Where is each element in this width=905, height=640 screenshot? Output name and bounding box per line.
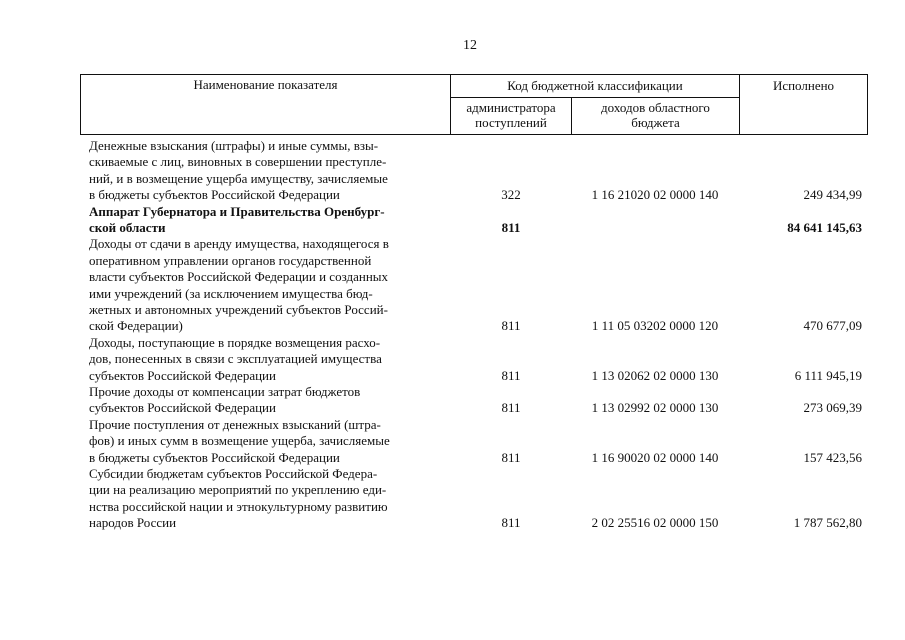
row-revenue-code: 1 13 02062 02 0000 130 <box>591 367 719 383</box>
row-admin-code: 811 <box>501 515 521 531</box>
header-right-edge <box>867 74 868 135</box>
row-name-line: фов) и иных сумм в возмещение ущерба, зачисляемые <box>89 433 390 449</box>
row-name-line: ими учреждений (за исключением имущества бюд- <box>89 285 373 301</box>
row-name-line: оперативном управлении органов государственной <box>89 252 372 268</box>
row-name-line: Доходы, поступающие в порядке возмещения расхо- <box>89 334 381 350</box>
row-revenue-code: 1 13 02992 02 0000 130 <box>591 400 719 416</box>
header-revenue <box>572 100 739 130</box>
row-name-line: ний, и в возмещение ущерба имуществу, зачисляемые <box>89 170 388 186</box>
row-name <box>89 236 442 334</box>
header-code-group: Код бюджетной классификации <box>507 78 683 93</box>
row-name-line: скиваемые с лиц, виновных в совершении преступле- <box>89 154 387 170</box>
row-name <box>89 335 442 384</box>
header-top-rule <box>80 74 868 75</box>
row-name-line: в бюджеты субъектов Российской Федерации <box>89 187 340 203</box>
row-name <box>89 466 442 532</box>
row-amount: 1 787 562,80 <box>793 515 862 531</box>
row-name-line: Аппарат Губернатора и Правительства Оренбург- <box>89 203 385 219</box>
row-name-line: ской области <box>89 220 166 235</box>
row-name-line: в бюджеты субъектов Российской Федерации <box>89 449 340 465</box>
row-name-line: дов, понесенных в связи с эксплуатацией имущества <box>89 351 382 367</box>
header-revenue-line: бюджета <box>631 115 680 130</box>
row-name <box>89 138 442 204</box>
header-name: Наименование показателя <box>193 77 338 92</box>
header-sub-rule <box>450 97 739 98</box>
row-amount: 6 111 945,19 <box>794 367 862 383</box>
row-name-line: нства российской нации и этнокультурному развитию <box>89 498 388 514</box>
row-name-line: ции на реализацию мероприятий по укреплению еди- <box>89 482 387 498</box>
header-executed: Исполнено <box>772 78 835 93</box>
header-bottom-rule <box>80 134 868 135</box>
row-name <box>89 384 442 417</box>
row-name <box>89 204 442 237</box>
row-name-line: жетных и автономных учреждений субъектов Россий- <box>89 302 388 318</box>
row-name-line: Прочие поступления от денежных взысканий (штра- <box>89 416 381 432</box>
page-number: 12 <box>463 38 477 53</box>
row-amount: 84 641 145,63 <box>787 219 862 235</box>
row-amount: 157 423,56 <box>803 449 862 465</box>
row-name-line: Прочие доходы от компенсации затрат бюджетов <box>89 384 361 399</box>
row-admin-code: 811 <box>501 367 521 383</box>
row-revenue-code: 2 02 25516 02 0000 150 <box>591 515 719 531</box>
row-admin-code: 811 <box>501 400 521 416</box>
header-admin <box>451 100 571 130</box>
row-revenue-code: 1 16 21020 02 0000 140 <box>591 187 719 203</box>
header-revenue-line: доходов областного <box>601 100 710 115</box>
row-admin-code: 811 <box>501 318 521 334</box>
row-revenue-code: 1 16 90020 02 0000 140 <box>591 449 719 465</box>
row-admin-code: 811 <box>501 449 521 465</box>
row-name-line: ской Федерации) <box>89 318 183 334</box>
row-name-line: Субсидии бюджетам субъектов Российской Федера- <box>89 466 378 481</box>
row-admin-code: 811 <box>501 219 521 235</box>
row-revenue-code: 1 11 05 03202 0000 120 <box>591 318 719 334</box>
row-name-line: Доходы от сдачи в аренду имущества, находящегося в <box>89 236 389 252</box>
row-name <box>89 417 442 466</box>
row-name-line: власти субъектов Российской Федерации и созданных <box>89 269 389 285</box>
row-name-line: народов России <box>89 515 177 531</box>
row-amount: 249 434,99 <box>803 187 862 203</box>
row-amount: 273 069,39 <box>803 400 862 416</box>
row-name-line: субъектов Российской Федерации <box>89 400 276 416</box>
row-name-line: субъектов Российской Федерации <box>89 367 276 383</box>
header-admin-line: администратора <box>466 100 556 115</box>
header-admin-line: поступлений <box>475 115 547 130</box>
row-admin-code: 322 <box>501 187 521 203</box>
row-amount: 470 677,09 <box>803 318 862 334</box>
row-name-line: Денежные взыскания (штрафы) и иные суммы, взы- <box>89 138 379 153</box>
